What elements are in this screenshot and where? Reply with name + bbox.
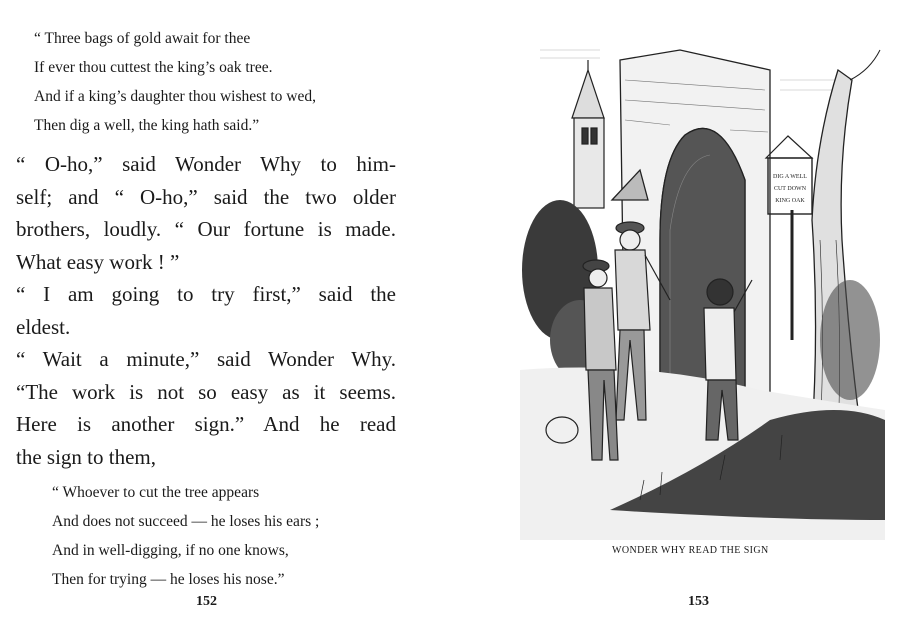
page-number-left: 152 — [196, 594, 217, 609]
prose-line: “The work is not so easy as it seems. — [16, 379, 396, 404]
sign-line: KING OAK — [775, 198, 805, 204]
prose-line: brothers, loudly. “ Our fortune is made. — [16, 217, 396, 241]
verse-line: And does not succeed — he loses his ears ; — [52, 513, 320, 530]
verse-line: “ Whoever to cut the tree appears — [52, 484, 260, 501]
prose-line: the sign to them, — [16, 444, 156, 469]
tower — [572, 60, 604, 208]
verse-line: If ever thou cuttest the king’s oak tree. — [34, 59, 273, 76]
prose-line: “ I am going to try first,” said the — [16, 282, 396, 306]
prose-line: “ Wait a minute,” said Wonder Why. — [16, 347, 396, 371]
sign-line: CUT DOWN — [773, 186, 807, 192]
verse-line: “ Three bags of gold await for thee — [34, 30, 251, 47]
prose-line: self; and “ O-ho,” said the two older — [16, 184, 396, 209]
illustration-caption: WONDER WHY READ THE SIGN — [612, 545, 769, 556]
prose-line: Here is another sign.” And he read — [16, 412, 396, 436]
sign-line: DIG A WELL — [773, 174, 807, 180]
verse-line: And in well-digging, if no one knows, — [52, 542, 289, 559]
left-page — [0, 0, 448, 628]
prose-paragraphs — [16, 148, 396, 473]
verse-top — [34, 24, 316, 140]
verse-line: Then dig a well, the king hath said.” — [34, 117, 260, 134]
illustration-boys-reading-sign — [520, 40, 885, 540]
signboard — [766, 136, 812, 340]
verse-line: Then for trying — he loses his nose.” — [52, 571, 285, 588]
prose-line: “ O-ho,” said Wonder Why to him- — [16, 152, 396, 176]
verse-bottom — [52, 478, 319, 594]
prose-line: What easy work ! ” — [16, 249, 180, 274]
page-number-right: 153 — [688, 594, 709, 609]
verse-line: And if a king’s daughter thou wishest to wed, — [34, 88, 316, 105]
prose-line: eldest. — [16, 314, 71, 339]
